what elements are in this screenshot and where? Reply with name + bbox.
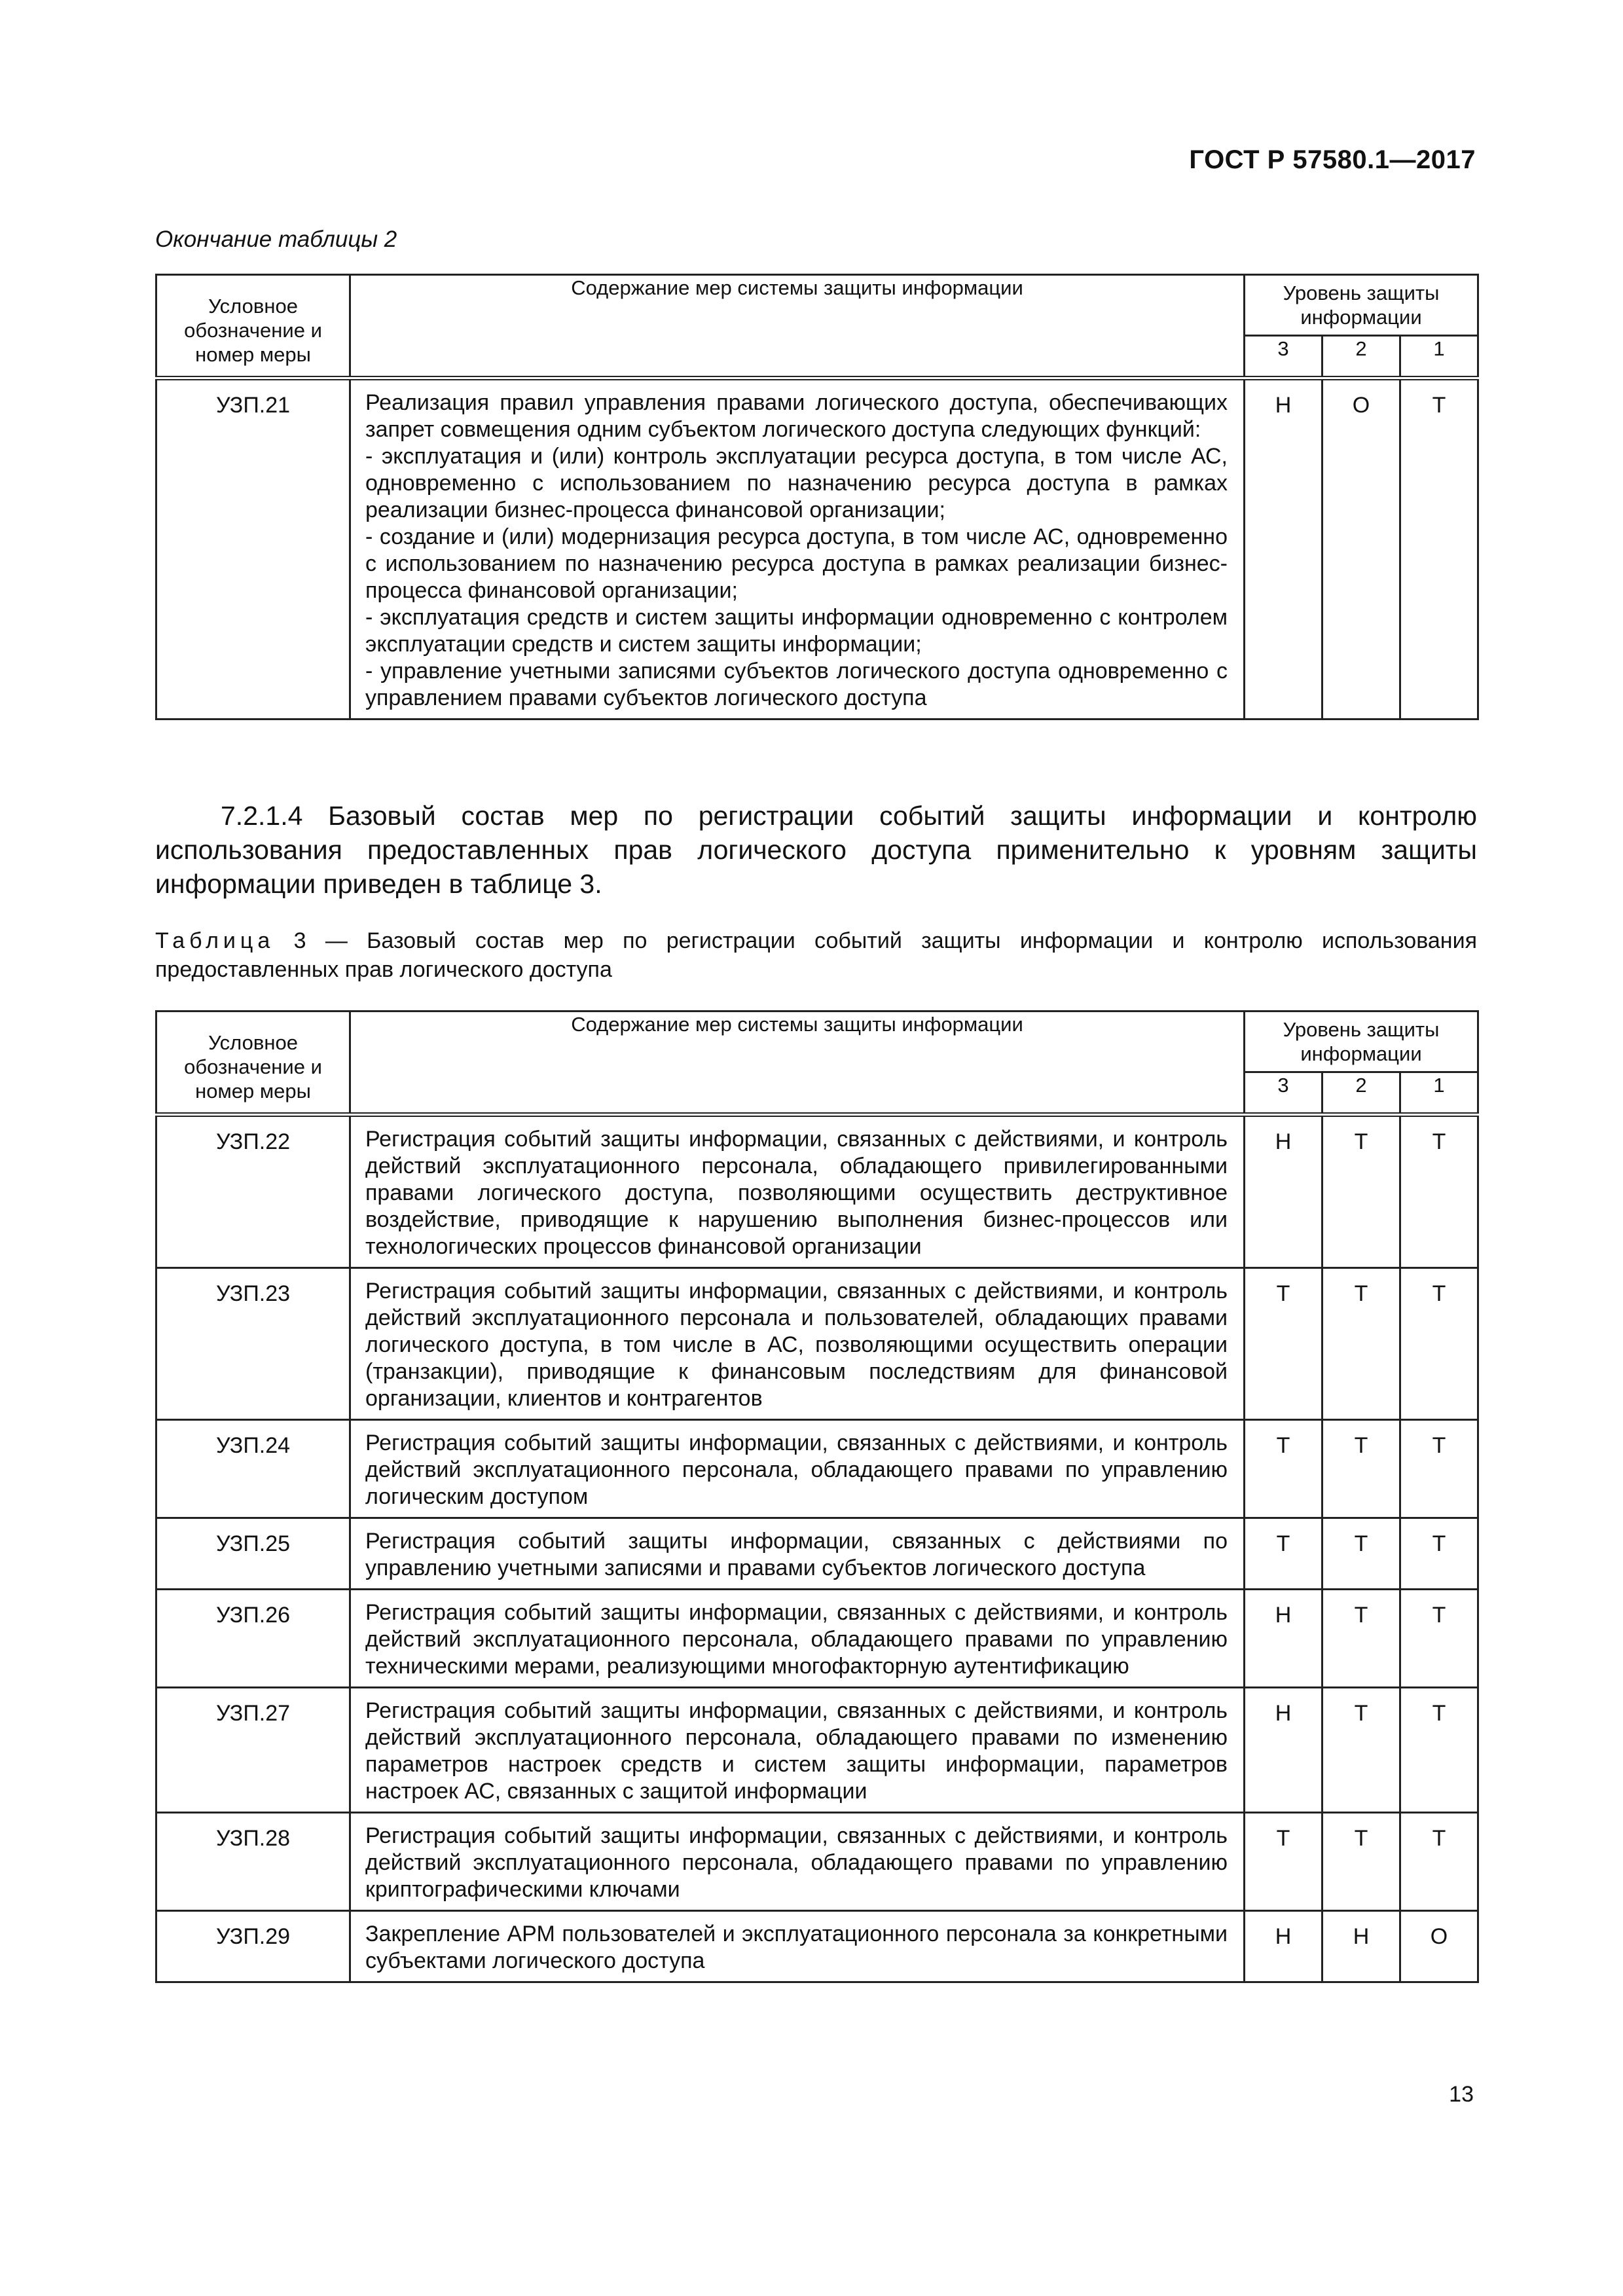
measure-content: Регистрация событий защиты информации, связанных с действиями, и контроль действий эксплуатационного персонала, обладающего правами по управлению криптографическими ключами <box>350 1813 1245 1911</box>
table-3-caption-text: 3 — Базовый состав мер по регистрации событий защиты информации и контролю использования предоставленных прав логического доступа <box>155 928 1477 982</box>
level-1-value: О <box>1400 1911 1478 1982</box>
table-3-caption-label: Таблица <box>155 928 275 953</box>
measure-content: Закрепление АРМ пользователей и эксплуатационного персонала за конкретными субъектами логического доступа <box>350 1911 1245 1982</box>
level-2-value: Т <box>1322 1115 1400 1268</box>
measure-content <box>350 378 1245 720</box>
level-1-value: Т <box>1400 1268 1478 1420</box>
level-3-value: Т <box>1245 1518 1322 1590</box>
table-row <box>156 1518 1478 1590</box>
level-3-value: Н <box>1245 378 1322 720</box>
measure-content: Регистрация событий защиты информации, связанных с действиями, и контроль действий эксплуатационного персонала, обладающего правами по управлению логическим доступом <box>350 1420 1245 1518</box>
level-1-value: Т <box>1400 378 1478 720</box>
document-code: ГОСТ Р 57580.1—2017 <box>1189 145 1476 174</box>
measure-code: УЗП.21 <box>156 378 350 720</box>
level-2-value: Н <box>1322 1911 1400 1982</box>
measure-code: УЗП.26 <box>156 1590 350 1688</box>
level-2-value: Т <box>1322 1420 1400 1518</box>
header-level-2: 2 <box>1322 336 1400 378</box>
table-row <box>156 1688 1478 1813</box>
level-1-value: Т <box>1400 1813 1478 1911</box>
level-3-value: Т <box>1245 1813 1322 1911</box>
measure-code: УЗП.23 <box>156 1268 350 1420</box>
measure-content: Регистрация событий защиты информации, связанных с действиями по управлению учетными записями и правами субъектов логического доступа <box>350 1518 1245 1590</box>
level-3-value: Т <box>1245 1268 1322 1420</box>
level-1-value: Т <box>1400 1688 1478 1813</box>
measure-content: Регистрация событий защиты информации, связанных с действиями, и контроль действий эксплуатационного персонала, обладающего привилегированными правами логического доступа, позволяющими осуществить деструктивное воздействие, приводящие к нарушению выполнения бизнес-процессов или технологических процессов финансовой организации <box>350 1115 1245 1268</box>
table-row <box>156 1420 1478 1518</box>
header-level-1: 1 <box>1400 336 1478 378</box>
table-continuation-caption: Окончание таблицы 2 <box>155 227 397 252</box>
measure-code: УЗП.28 <box>156 1813 350 1911</box>
level-2-value: Т <box>1322 1590 1400 1688</box>
measure-list-item: - создание и (или) модернизация ресурса доступа, в том числе АС, одновременно с использованием по назначению ресурса доступа в рамках реализации бизнес-процесса финансовой организации; <box>365 524 1228 603</box>
header-level-2: 2 <box>1322 1072 1400 1115</box>
level-2-value: Т <box>1322 1813 1400 1911</box>
measure-list-item: - управление учетными записями субъектов логического доступа одновременно с управлением правами субъектов логического доступа <box>365 659 1228 710</box>
header-content: Содержание мер системы защиты информации <box>350 1011 1245 1115</box>
header-protection-level: Уровень защиты информации <box>1245 275 1478 336</box>
section-paragraph: 7.2.1.4 Базовый состав мер по регистрации событий защиты информации и контролю использования предоставленных прав логического доступа применительно к уровням защиты информации приведен в таблице 3. <box>155 801 1477 899</box>
level-2-value: О <box>1322 378 1400 720</box>
page-number: 13 <box>1449 2082 1474 2107</box>
level-3-value: Н <box>1245 1688 1322 1813</box>
header-code: Условное обозначение и номер меры <box>156 1011 350 1115</box>
measure-list-item: - эксплуатация и (или) контроль эксплуатации ресурса доступа, в том числе АС, одновременно с использованием по назначению ресурса доступа в рамках реализации бизнес-процесса финансовой организации; <box>365 444 1228 522</box>
level-3-value: Т <box>1245 1420 1322 1518</box>
table-row <box>156 1911 1478 1982</box>
level-2-value: Т <box>1322 1518 1400 1590</box>
header-level-3: 3 <box>1245 336 1322 378</box>
level-1-value: Т <box>1400 1590 1478 1688</box>
level-1-value: Т <box>1400 1115 1478 1268</box>
measure-list-item: - эксплуатация средств и систем защиты информации одновременно с контролем эксплуатации средств и систем защиты информации; <box>365 605 1228 657</box>
measure-code: УЗП.29 <box>156 1911 350 1982</box>
header-code: Условное обозначение и номер меры <box>156 275 350 378</box>
table-row <box>156 1813 1478 1911</box>
table-3 <box>155 1010 1479 1983</box>
measure-code: УЗП.27 <box>156 1688 350 1813</box>
measure-content: Регистрация событий защиты информации, связанных с действиями, и контроль действий эксплуатационного персонала, обладающего правами по управлению техническими мерами, реализующими многофакторную аутентификацию <box>350 1590 1245 1688</box>
level-3-value: Н <box>1245 1590 1322 1688</box>
level-1-value: Т <box>1400 1420 1478 1518</box>
measure-content: Регистрация событий защиты информации, связанных с действиями, и контроль действий эксплуатационного персонала и пользователей, обладающих правами логического доступа, в том числе в АС, позволяющими осуществить операции (транзакции), приводящие к финансовым последствиям для финансовой организации, клиентов и контрагентов <box>350 1268 1245 1420</box>
header-content: Содержание мер системы защиты информации <box>350 275 1245 378</box>
header-level-1: 1 <box>1400 1072 1478 1115</box>
table-row <box>156 378 1478 720</box>
measure-code: УЗП.24 <box>156 1420 350 1518</box>
level-2-value: Т <box>1322 1268 1400 1420</box>
table-row <box>156 1590 1478 1688</box>
measure-content: Регистрация событий защиты информации, связанных с действиями, и контроль действий эксплуатационного персонала, обладающего правами по изменению параметров настроек средств и систем защиты информации, параметров настроек АС, связанных с защитой информации <box>350 1688 1245 1813</box>
level-1-value: Т <box>1400 1518 1478 1590</box>
table-row <box>156 1268 1478 1420</box>
table-row <box>156 1115 1478 1268</box>
level-3-value: Н <box>1245 1911 1322 1982</box>
header-level-3: 3 <box>1245 1072 1322 1115</box>
level-2-value: Т <box>1322 1688 1400 1813</box>
measure-code: УЗП.25 <box>156 1518 350 1590</box>
table-2-continuation <box>155 274 1479 720</box>
table-3-caption <box>155 926 1477 984</box>
header-protection-level: Уровень защиты информации <box>1245 1011 1478 1072</box>
level-3-value: Н <box>1245 1115 1322 1268</box>
measure-code: УЗП.22 <box>156 1115 350 1268</box>
measure-text: Реализация правил управления правами логического доступа, обеспечивающих запрет совмещения одним субъектом логического доступа следующих функций: <box>365 390 1228 442</box>
